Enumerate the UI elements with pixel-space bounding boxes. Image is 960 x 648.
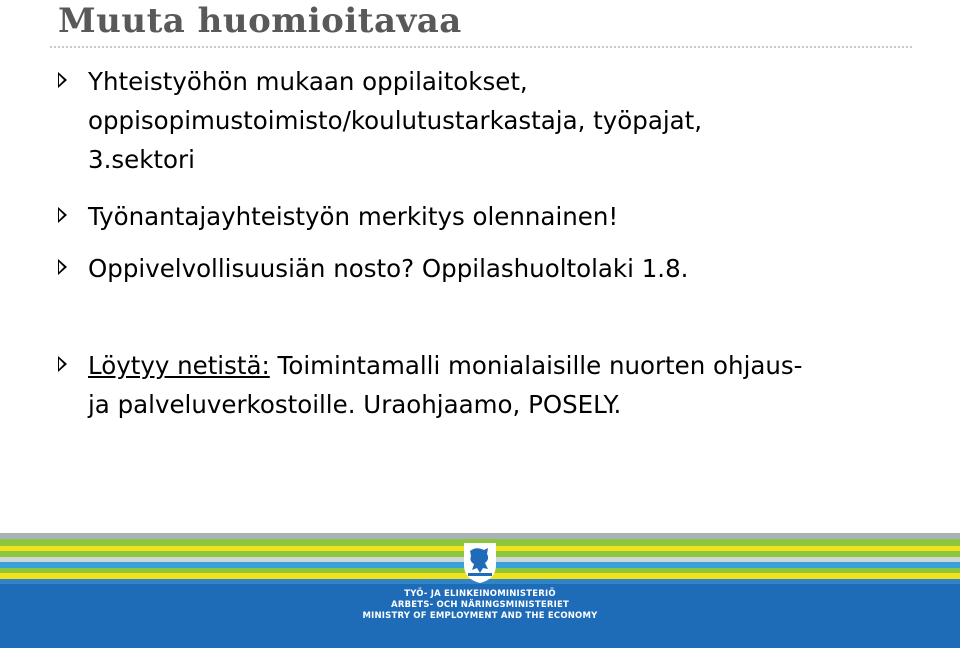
bullet-text: Toimintamalli monialaisille nuorten ohjaus- xyxy=(269,351,803,380)
bullet-item-3 xyxy=(88,249,918,288)
web-link[interactable]: Löytyy netistä: xyxy=(88,351,270,380)
bullet-line: 3.sektori xyxy=(88,145,195,174)
bullet-line: Oppivelvollisuusiän nosto? Oppilashuoltolaki 1.8. xyxy=(88,254,689,283)
ministry-name-fi: TYÖ- JA ELINKEINOMINISTERIÖ xyxy=(404,589,556,599)
bullet-arrow-icon xyxy=(58,259,67,275)
ministry-name-sv: ARBETS- OCH NÄRINGSMINISTERIET xyxy=(391,600,569,610)
lion-coat-of-arms-icon xyxy=(460,537,500,585)
bullet-item-2 xyxy=(88,197,918,236)
bullet-line: ja palveluverkostoille. Uraohjaamo, POSELY. xyxy=(88,390,622,419)
slide-title: Muuta huomioitavaa xyxy=(58,1,462,41)
bullet-item-4 xyxy=(88,346,918,424)
bullet-arrow-icon xyxy=(58,356,67,372)
bullet-line: Työnantajayhteistyön merkitys olennainen! xyxy=(88,202,619,231)
bullet-arrow-icon xyxy=(58,72,67,88)
bullet-line: Yhteistyöhön mukaan oppilaitokset, xyxy=(88,67,528,96)
bullet-line xyxy=(88,346,918,385)
bullet-line: oppisopimustoimisto/koulutustarkastaja, työpajat, xyxy=(88,106,703,135)
bullet-item-1 xyxy=(88,62,918,179)
ministry-name-en: MINISTRY OF EMPLOYMENT AND THE ECONOMY xyxy=(362,611,598,621)
bullet-arrow-icon xyxy=(58,207,67,223)
title-divider xyxy=(50,46,912,48)
